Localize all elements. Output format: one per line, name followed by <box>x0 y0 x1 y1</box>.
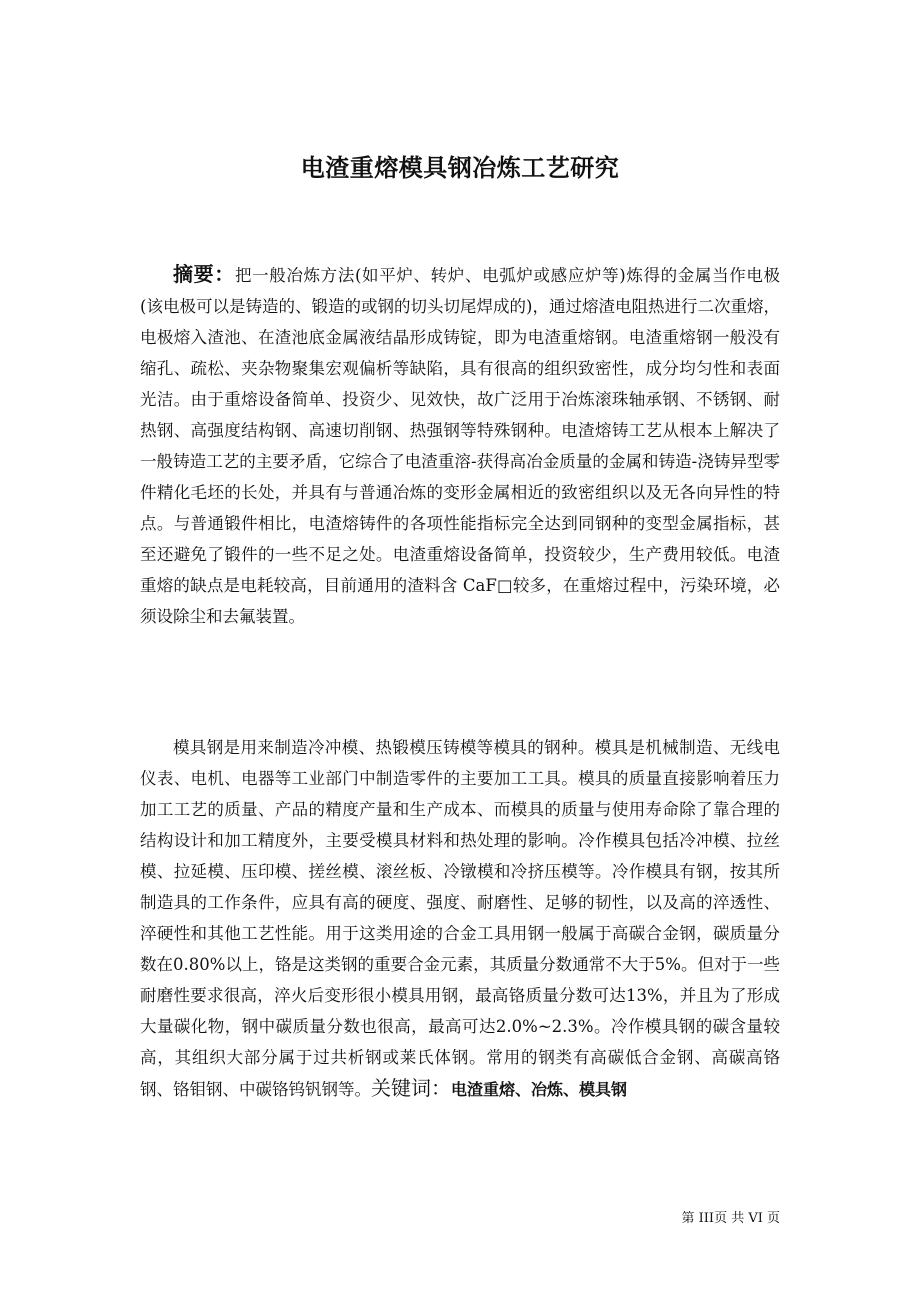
abstract-label: 摘要： <box>173 262 235 286</box>
body-paragraph-text: 模具钢是用来制造冷冲模、热锻模压铸模等模具的钢种。模具是机械制造、无线电仪表、电机、电器等工业部门中制造零件的主要加工工具。模具的质量直接影响着压力加工工艺的质量、产品的精度产量和生产成本、而模具的质量与使用寿命除了靠合理的结构设计和加工精度外，主要受模具材料和热处理的影响。冷作模具包括冷冲模、拉丝模、拉延模、压印模、搓丝模、滚丝板、冷镦模和冷挤压模等。冷作模具有钢，按其所制造具的工作条件，应具有高的硬度、强度、耐磨性、足够的韧性，以及高的淬透性、淬硬性和其他工艺性能。用于这类用途的合金工具用钢一般属于高碳合金钢，碳质量分数在0.80%以上，铬是这类钢的重要合金元素，其质量分数通常不大于5%。但对于一些耐磨性要求很高，淬火后变形很小模具用钢，最高铬质量分数可达13%，并且为了形成大量碳化物，钢中碳质量分数也很高，最高可达2.0%~2.3%。冷作模具钢的碳含量较高，其组织大部分属于过共析钢或莱氏体钢。常用的钢类有高碳低合金钢、高碳高铬钢、铬钼钢、中碳铬钨钒钢等。 <box>140 738 780 1099</box>
abstract-text: 把一般冶炼方法(如平炉、转炉、电弧炉或感应炉等)炼得的金属当作电极(该电极可以是铸造的、锻造的或钢的切头切尾焊成的)，通过熔渣电阻热进行二次重熔，电极熔入渣池、在渣池底金属液结晶形成铸锭，即为电渣重熔钢。电渣重熔钢一般没有缩孔、疏松、夹杂物聚集宏观偏析等缺陷，具有很高的组织致密性，成分均匀性和表面光洁。由于重熔设备简单、投资少、见效快，故广泛用于冶炼滚珠轴承钢、不锈钢、耐热钢、高强度结构钢、高速切削钢、热强钢等特殊钢种。电渣熔铸工艺从根本上解决了一般铸造工艺的主要矛盾，它综合了电渣重溶-获得高冶金质量的金属和铸造-浇铸异型零件精化毛坯的长处，并具有与普通冶炼的变形金属相近的致密组织以及无各向异性的特点。与普通锻件相比，电渣熔铸件的各项性能指标完全达到同钢种的变型金属指标，甚至还避免了锻件的一些不足之处。电渣重熔设备简单，投资较少，生产费用较低。电渣重熔的缺点是电耗较高，目前通用的渣料含 CaF□较多，在重熔过程中，污染环境，必须设除尘和去氟装置。 <box>140 266 781 626</box>
body-paragraph <box>140 732 780 1105</box>
abstract-paragraph <box>140 259 780 632</box>
keywords-values: 电渣重熔、冶炼、模具钢 <box>451 1080 628 1099</box>
page-number-footer: 第 III页 共 VI 页 <box>681 1211 780 1226</box>
keywords-label: 关键词： <box>371 1076 451 1100</box>
document-title: 电渣重熔模具钢冶炼工艺研究 <box>300 154 620 182</box>
